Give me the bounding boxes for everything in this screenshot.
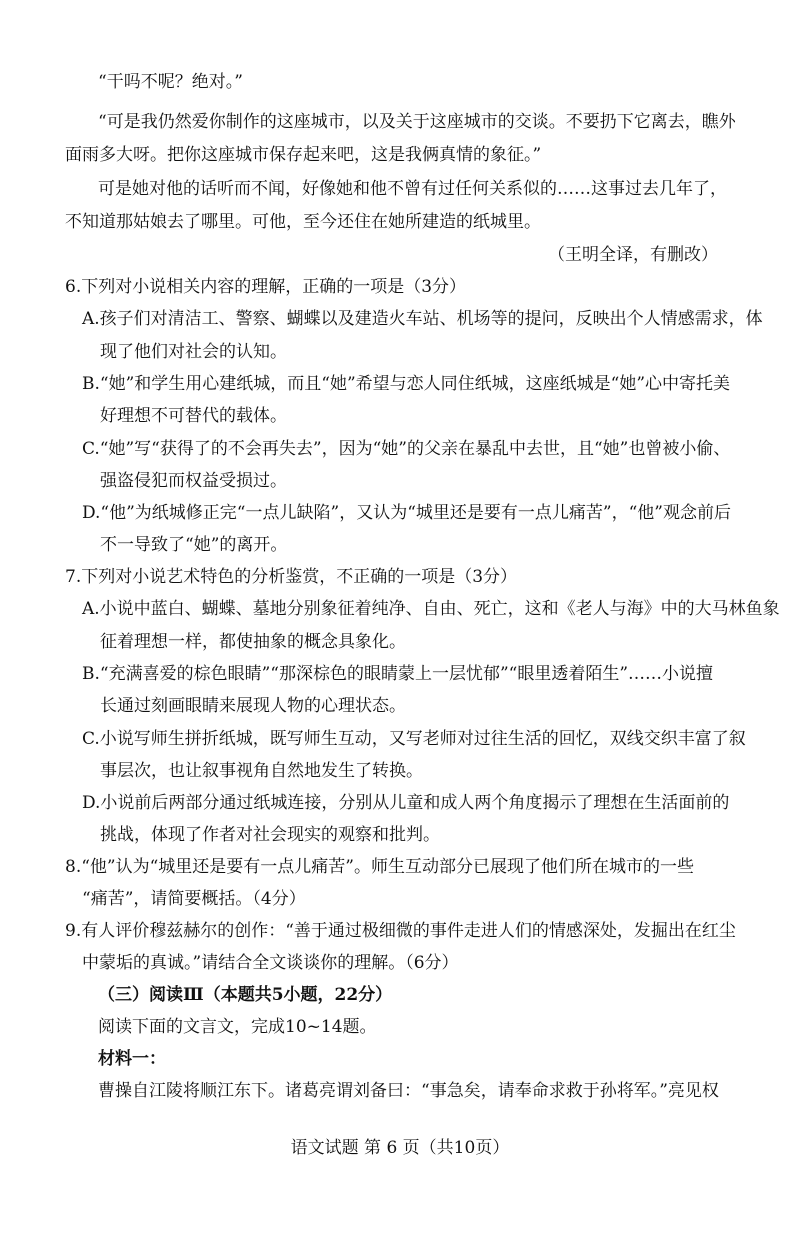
question-6-option-c-line-1: C.“她”写“获得了的不会再失去”，因为“她”的父亲在暴乱中去世，且“她”也曾被小偷、	[82, 439, 731, 459]
question-6-option-b-line-2: 好理想不可替代的载体。	[100, 406, 287, 426]
question-7-option-b-line-1: B.“充满喜爱的棕色眼睛”“那深棕色的眼睛蒙上一层忧郁”“眼里透着陌生”……小说擅	[82, 664, 714, 684]
question-7-option-d-line-2: 挑战，体现了作者对社会现实的观察和批判。	[100, 825, 440, 845]
question-9-line-1: 9.有人评价穆兹赫尔的创作：“善于通过极细微的事件走进人们的情感深处，发掘出在红尘	[65, 921, 736, 941]
question-6-option-c-line-2: 强盗侵犯而权益受损过。	[100, 471, 287, 491]
question-7-option-a-line-1: A.小说中蓝白、蝴蝶、墓地分别象征着纯净、自由、死亡，这和《老人与海》中的大马林鱼象	[82, 599, 780, 619]
material-1-line-1: 曹操自江陵将顺江东下。诸葛亮谓刘备曰：“事急矣，请奉命求救于孙将军。”亮见权	[98, 1081, 719, 1101]
question-9-line-2: 中蒙垢的真诚。”请结合全文谈谈你的理解。（6分）	[82, 953, 459, 973]
question-7-option-c-line-1: C.小说写师生拼折纸城，既写师生互动，又写老师对过往生活的回忆，双线交织丰富了叙	[82, 729, 746, 749]
section-3-heading: （三）阅读Ⅲ（本题共5小题，22分）	[98, 985, 393, 1005]
story-paragraph-2-line-2: 面雨多大呀。把你这座城市保存起来吧，这是我俩真情的象征。”	[65, 145, 542, 165]
question-7-option-b-line-2: 长通过刻画眼睛来展现人物的心理状态。	[100, 696, 406, 716]
question-7-option-c-line-2: 事层次，也让叙事视角自然地发生了转换。	[100, 761, 423, 781]
story-paragraph-3-line-1: 可是她对他的话听而不闻，好像她和他不曾有过任何关系似的……这事过去几年了，	[98, 179, 727, 199]
page-footer: 语文试题 第 6 页（共10页）	[290, 1138, 510, 1158]
story-paragraph-3-line-2: 不知道那姑娘去了哪里。可他，至今还住在她所建造的纸城里。	[65, 212, 541, 232]
question-6-option-d-line-2: 不一导致了“她”的离开。	[100, 535, 288, 555]
material-1-label: 材料一：	[98, 1049, 166, 1069]
question-6-option-d-line-1: D.“他”为纸城修正完“一点儿缺陷”，又认为“城里还是要有一点儿痛苦”，“他”观念前后	[82, 503, 731, 523]
question-8-line-1: 8.“他”认为“城里还是要有一点儿痛苦”。师生互动部分已展现了他们所在城市的一些	[65, 857, 694, 877]
story-paragraph-1: “干吗不呢？绝对。”	[98, 72, 243, 92]
story-paragraph-2-line-1: “可是我仍然爱你制作的这座城市，以及关于这座城市的交谈。不要扔下它离去，瞧外	[98, 112, 736, 132]
question-7-stem: 7.下列对小说艺术特色的分析鉴赏，不正确的一项是（3分）	[65, 567, 518, 587]
question-7-option-a-line-2: 征着理想一样，都使抽象的概念具象化。	[100, 632, 406, 652]
question-8-line-2: “痛苦”，请简要概括。（4分）	[82, 889, 306, 909]
story-source: （王明全译，有删改）	[548, 245, 718, 265]
question-6-stem: 6.下列对小说相关内容的理解，正确的一项是（3分）	[65, 277, 467, 297]
question-6-option-b-line-1: B.“她”和学生用心建纸城，而且“她”希望与恋人同住纸城，这座纸城是“她”心中寄托美	[82, 374, 731, 394]
question-6-option-a-line-2: 现了他们对社会的认知。	[100, 342, 287, 362]
section-3-instruction: 阅读下面的文言文，完成10~14题。	[98, 1017, 377, 1037]
question-7-option-d-line-1: D.小说前后两部分通过纸城连接，分别从儿童和成人两个角度揭示了理想在生活面前的	[82, 793, 730, 813]
question-6-option-a-line-1: A.孩子们对清洁工、警察、蝴蝶以及建造火车站、机场等的提问，反映出个人情感需求，体	[82, 309, 763, 329]
